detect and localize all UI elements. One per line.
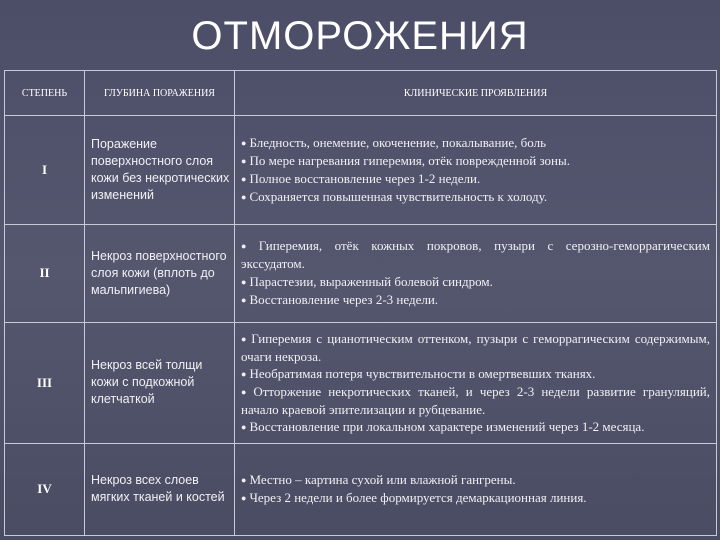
table-header-row [5, 71, 717, 116]
clinical-item: ● Парастезии, выраженный болевой синдром. [241, 274, 493, 290]
clinical-cell [235, 116, 717, 225]
degree-cell: I [5, 116, 85, 225]
clinical-item: ● Местно – картина сухой или влажной гангрены. [241, 472, 516, 488]
table-row [5, 443, 717, 535]
depth-cell: Поражение поверхностного слоя кожи без некротических изменений [85, 116, 235, 225]
clinical-item: ● Полное восстановление через 1-2 недели. [241, 170, 481, 186]
degree-cell: II [5, 224, 85, 322]
clinical-item: ● Гиперемия, отёк кожных покровов, пузыри с серозно-геморрагическим экссудатом. [241, 238, 710, 272]
degree-cell: IV [5, 443, 85, 535]
header-degree: СТЕПЕНЬ [5, 71, 85, 116]
table-row [5, 116, 717, 225]
degree-cell: III [5, 322, 85, 443]
table-row [5, 224, 717, 322]
clinical-item: ● Восстановление при локальном характере изменений через 1-2 месяца. [241, 418, 645, 434]
depth-cell: Некроз всех слоев мягких тканей и костей [85, 443, 235, 535]
page-title: ОТМОРОЖЕНИЯ [191, 14, 529, 58]
clinical-cell [235, 322, 717, 443]
table-row [5, 322, 717, 443]
clinical-item: ● Необратимая потеря чувствительности в омертвевших тканях. [241, 365, 596, 381]
header-clinical: КЛИНИЧЕСКИЕ ПРОЯВЛЕНИЯ [235, 71, 717, 116]
clinical-item: ● Отторжение некротических тканей, и через 2-3 недели развитие грануляций, начало краевой эпителизации и рубцевание. [241, 383, 710, 417]
clinical-item: ● Сохраняется повышенная чувствительность к холоду. [241, 188, 548, 204]
clinical-item: ● Гиперемия с цианотическим оттенком, пузыри с геморрагическим содержимым, очаги некроза. [241, 330, 710, 364]
header-depth: ГЛУБИНА ПОРАЖЕНИЯ [85, 71, 235, 116]
clinical-cell [235, 443, 717, 535]
clinical-item: ● Через 2 недели и более формируется демаркационная линия. [241, 490, 587, 506]
depth-cell: Некроз всей толщи кожи с подкожной клетчаткой [85, 322, 235, 443]
clinical-cell [235, 224, 717, 322]
clinical-item: ● Восстановление через 2-3 недели. [241, 292, 439, 308]
clinical-item: ● Бледность, онемение, окоченение, покалывание, боль [241, 134, 546, 150]
frostbite-table [4, 70, 717, 536]
clinical-item: ● По мере нагревания гиперемия, отёк поврежденной зоны. [241, 152, 570, 168]
depth-cell: Некроз поверхностного слоя кожи (вплоть до мальпигиева) [85, 224, 235, 322]
